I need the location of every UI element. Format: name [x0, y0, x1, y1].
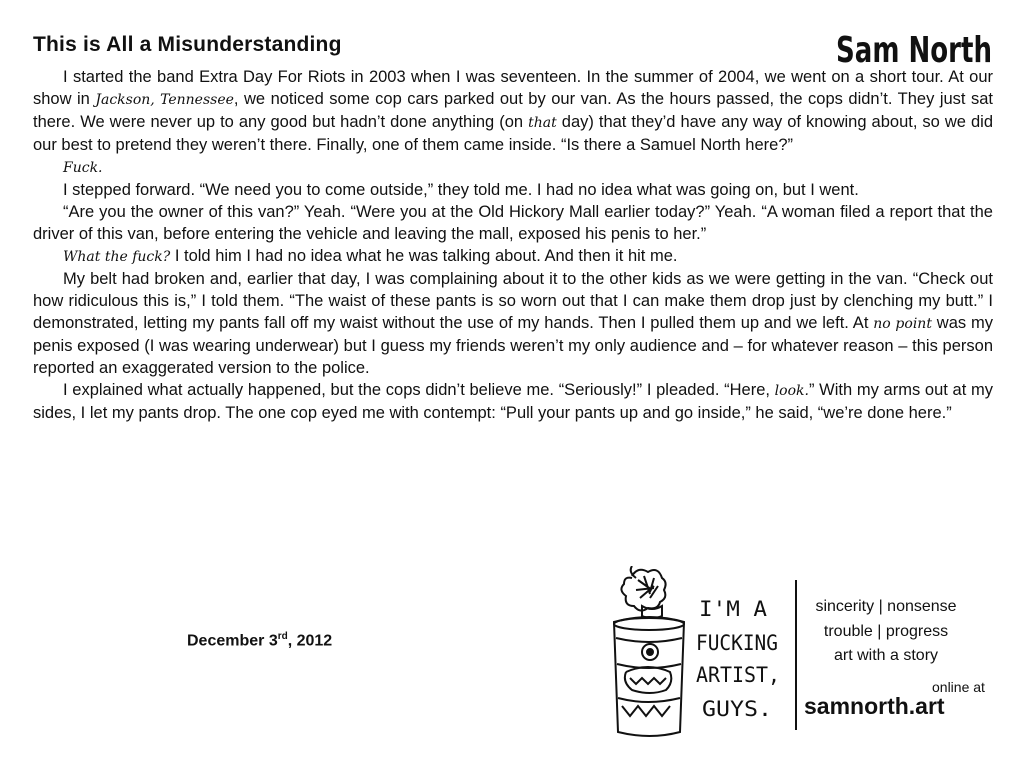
story-body [33, 66, 993, 424]
story-paragraph [33, 268, 993, 379]
art-caption-line: ARTIST, [696, 663, 780, 687]
story-paragraph [33, 245, 993, 268]
date-suffix: rd [277, 631, 288, 642]
art-caption [696, 597, 780, 721]
story-paragraph [33, 156, 993, 179]
date-line [187, 631, 332, 650]
story-paragraph [33, 379, 993, 424]
tagline-line: sincerity | nonsense [815, 598, 957, 615]
signature-text: Sam North [836, 30, 992, 71]
art-caption-line: I'M A [699, 597, 768, 621]
story-emphasis: What the fuck? [63, 249, 171, 265]
story-text: ” With my arms out at my sides, I let my pants drop. The one cop eyed me with contempt: “Pull your pants up and go inside,” he said, “we’re done here.” [33, 381, 994, 422]
story-emphasis: Jackson, Tennessee [95, 92, 234, 108]
story-paragraph [33, 66, 993, 156]
story-emphasis: look. [774, 383, 809, 399]
page-title: This is All a Misunderstanding [33, 33, 342, 56]
art-caption-line: GUYS. [702, 697, 772, 721]
tagline-line: trouble | progress [823, 623, 949, 640]
story-text: , we noticed some cop cars parked out by our van. As the hours passed, the cops didn’t. They just sat there. We were never up to any good but hadn’t done anything (on [33, 90, 994, 131]
story-text: was my penis exposed (I was wearing underwear) but I guess my friends weren’t my only audience and – for whatever reason – this person reported an exaggerated version to the police. [33, 314, 994, 377]
art-caption-line: FUCKING [696, 631, 778, 655]
story-paragraph: “Are you the owner of this van?” Yeah. “Were you at the Old Hickory Mall earlier today?” Yeah. “A woman filed a report that the driver of this van, before entering the vehicle and leaving the mall, exposed his penis to her.” [33, 203, 993, 243]
story-paragraph: I stepped forward. “We need you to come outside,” they told me. I had no idea what was going on, but I went. [63, 181, 859, 199]
story-text: I started the band Extra Day For Riots in 2003 when I was seventeen. In the summer of 2004, we went on a short tour. At our show in [33, 68, 993, 108]
story-text: I explained what actually happened, but the cops didn’t believe me. “Seriously!” I pleaded. “Here, [63, 381, 775, 399]
story-emphasis: no point [873, 316, 932, 332]
story-emphasis: that [528, 115, 557, 131]
website-link[interactable]: samnorth.art [804, 693, 945, 719]
artist-paint-can-illustration [596, 566, 786, 744]
story-text: My belt had broken and, earlier that day, I was complaining about it to the other kids as we were getting in the van. “Check out how ridiculous this is,” I told them. “The waist of these pants is so worn out that I can make them drop just by clenching my butt.” I demonstrated, letting my pants fall off my waist without the use of my hands. Then I pulled them up and we left. At [33, 270, 993, 332]
story-emphasis: Fuck. [63, 160, 103, 176]
tagline-line: art with a story [833, 647, 939, 664]
story-text: day) that they’d have any way of knowing about, so we did our best to pretend they weren’t there. Finally, one of them came inside. “Is there a Samuel North here?” [33, 113, 993, 154]
paint-can-icon [614, 566, 684, 736]
online-label: online at [932, 679, 985, 695]
date-year: , 2012 [287, 632, 333, 650]
date-day: December 3 [187, 632, 278, 650]
story-text: I told him I had no idea what he was talking about. And then it hit me. [170, 247, 678, 265]
footer-divider [795, 580, 797, 730]
